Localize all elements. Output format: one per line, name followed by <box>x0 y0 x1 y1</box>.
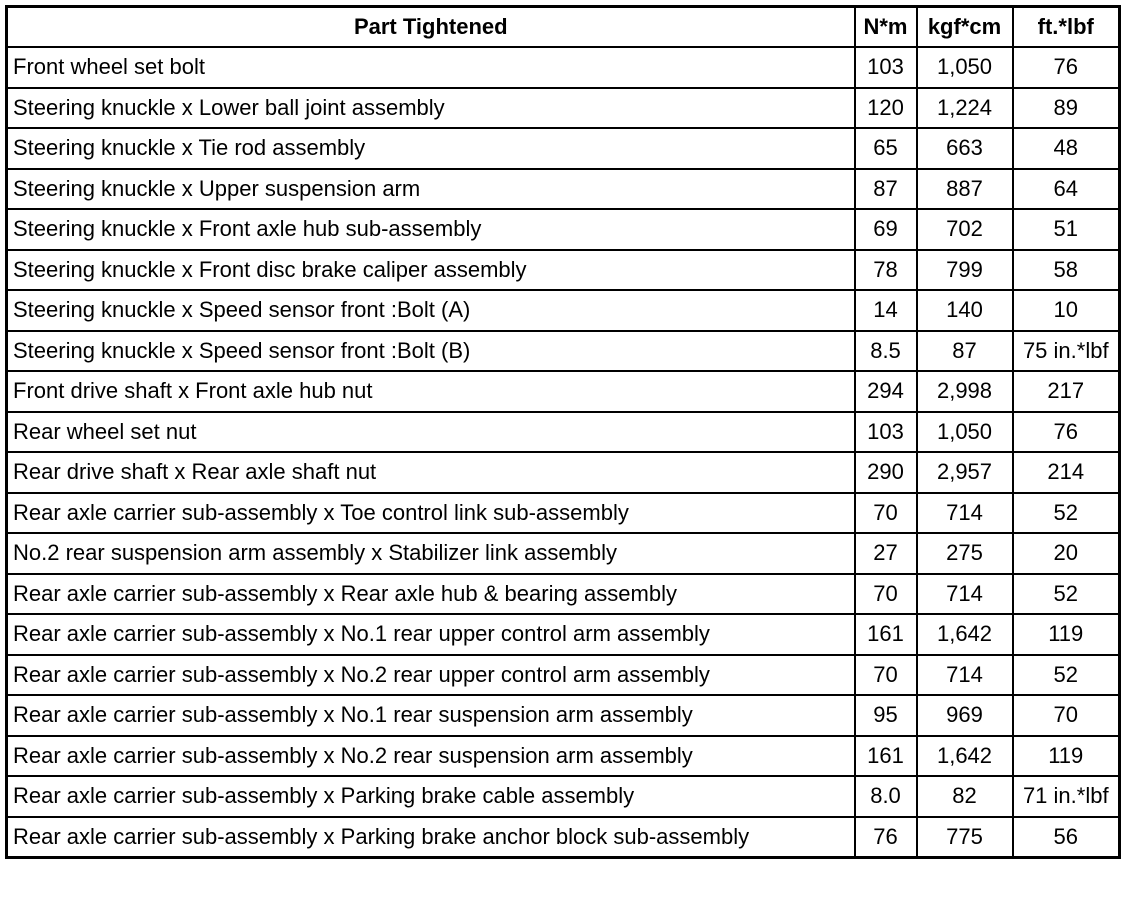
nm-cell: 103 <box>855 412 917 453</box>
ft-lbf-cell: 56 <box>1013 817 1120 858</box>
nm-cell: 87 <box>855 169 917 210</box>
ft-lbf-cell: 217 <box>1013 371 1120 412</box>
ft-lbf-cell: 119 <box>1013 736 1120 777</box>
nm-cell: 294 <box>855 371 917 412</box>
header-row <box>7 7 1120 48</box>
kgf-cm-cell: 714 <box>917 655 1013 696</box>
nm-cell: 8.0 <box>855 776 917 817</box>
kgf-cm-cell: 702 <box>917 209 1013 250</box>
table-row <box>7 695 1120 736</box>
part-cell: Steering knuckle x Tie rod assembly <box>7 128 855 169</box>
part-cell: Rear drive shaft x Rear axle shaft nut <box>7 452 855 493</box>
nm-cell: 69 <box>855 209 917 250</box>
table-row <box>7 574 1120 615</box>
ft-lbf-cell: 52 <box>1013 655 1120 696</box>
ft-lbf-cell: 76 <box>1013 412 1120 453</box>
header-kgf-cm: kgf*cm <box>917 7 1013 48</box>
table-row <box>7 290 1120 331</box>
table-row <box>7 209 1120 250</box>
part-cell: Steering knuckle x Upper suspension arm <box>7 169 855 210</box>
kgf-cm-cell: 140 <box>917 290 1013 331</box>
header-part-tightened: Part Tightened <box>7 7 855 48</box>
ft-lbf-cell: 64 <box>1013 169 1120 210</box>
part-cell: Rear axle carrier sub-assembly x Parking brake anchor block sub-assembly <box>7 817 855 858</box>
table-row <box>7 128 1120 169</box>
kgf-cm-cell: 2,998 <box>917 371 1013 412</box>
kgf-cm-cell: 714 <box>917 574 1013 615</box>
nm-cell: 70 <box>855 655 917 696</box>
part-cell: Steering knuckle x Speed sensor front :Bolt (A) <box>7 290 855 331</box>
kgf-cm-cell: 799 <box>917 250 1013 291</box>
part-cell: Steering knuckle x Front axle hub sub-assembly <box>7 209 855 250</box>
ft-lbf-cell: 52 <box>1013 574 1120 615</box>
table-row <box>7 776 1120 817</box>
part-cell: Rear wheel set nut <box>7 412 855 453</box>
part-cell: Front wheel set bolt <box>7 47 855 88</box>
ft-lbf-cell: 51 <box>1013 209 1120 250</box>
part-cell: Steering knuckle x Front disc brake caliper assembly <box>7 250 855 291</box>
table-row <box>7 817 1120 858</box>
nm-cell: 76 <box>855 817 917 858</box>
nm-cell: 78 <box>855 250 917 291</box>
torque-spec-table <box>5 5 1121 859</box>
header-nm: N*m <box>855 7 917 48</box>
nm-cell: 95 <box>855 695 917 736</box>
nm-cell: 70 <box>855 574 917 615</box>
table-row <box>7 493 1120 534</box>
table-row <box>7 88 1120 129</box>
table-row <box>7 655 1120 696</box>
kgf-cm-cell: 887 <box>917 169 1013 210</box>
part-cell: Rear axle carrier sub-assembly x No.1 rear upper control arm assembly <box>7 614 855 655</box>
nm-cell: 14 <box>855 290 917 331</box>
ft-lbf-cell: 76 <box>1013 47 1120 88</box>
kgf-cm-cell: 1,224 <box>917 88 1013 129</box>
part-cell: Rear axle carrier sub-assembly x No.2 rear suspension arm assembly <box>7 736 855 777</box>
nm-cell: 161 <box>855 614 917 655</box>
nm-cell: 161 <box>855 736 917 777</box>
part-cell: No.2 rear suspension arm assembly x Stabilizer link assembly <box>7 533 855 574</box>
kgf-cm-cell: 969 <box>917 695 1013 736</box>
ft-lbf-cell: 71 in.*lbf <box>1013 776 1120 817</box>
table-row <box>7 452 1120 493</box>
table-row <box>7 169 1120 210</box>
part-cell: Front drive shaft x Front axle hub nut <box>7 371 855 412</box>
ft-lbf-cell: 75 in.*lbf <box>1013 331 1120 372</box>
kgf-cm-cell: 1,050 <box>917 412 1013 453</box>
ft-lbf-cell: 10 <box>1013 290 1120 331</box>
part-cell: Steering knuckle x Speed sensor front :Bolt (B) <box>7 331 855 372</box>
kgf-cm-cell: 663 <box>917 128 1013 169</box>
ft-lbf-cell: 20 <box>1013 533 1120 574</box>
kgf-cm-cell: 1,050 <box>917 47 1013 88</box>
ft-lbf-cell: 70 <box>1013 695 1120 736</box>
header-ft-lbf: ft.*lbf <box>1013 7 1120 48</box>
part-cell: Rear axle carrier sub-assembly x No.2 rear upper control arm assembly <box>7 655 855 696</box>
table-row <box>7 371 1120 412</box>
table-row <box>7 47 1120 88</box>
part-cell: Rear axle carrier sub-assembly x Parking brake cable assembly <box>7 776 855 817</box>
nm-cell: 8.5 <box>855 331 917 372</box>
kgf-cm-cell: 2,957 <box>917 452 1013 493</box>
kgf-cm-cell: 275 <box>917 533 1013 574</box>
nm-cell: 120 <box>855 88 917 129</box>
part-cell: Rear axle carrier sub-assembly x Toe control link sub-assembly <box>7 493 855 534</box>
nm-cell: 290 <box>855 452 917 493</box>
ft-lbf-cell: 48 <box>1013 128 1120 169</box>
kgf-cm-cell: 1,642 <box>917 736 1013 777</box>
ft-lbf-cell: 119 <box>1013 614 1120 655</box>
table-row <box>7 736 1120 777</box>
kgf-cm-cell: 87 <box>917 331 1013 372</box>
table-row <box>7 614 1120 655</box>
table-row <box>7 412 1120 453</box>
part-cell: Rear axle carrier sub-assembly x Rear axle hub & bearing assembly <box>7 574 855 615</box>
nm-cell: 27 <box>855 533 917 574</box>
ft-lbf-cell: 214 <box>1013 452 1120 493</box>
kgf-cm-cell: 1,642 <box>917 614 1013 655</box>
nm-cell: 70 <box>855 493 917 534</box>
kgf-cm-cell: 82 <box>917 776 1013 817</box>
ft-lbf-cell: 52 <box>1013 493 1120 534</box>
ft-lbf-cell: 58 <box>1013 250 1120 291</box>
nm-cell: 65 <box>855 128 917 169</box>
ft-lbf-cell: 89 <box>1013 88 1120 129</box>
kgf-cm-cell: 714 <box>917 493 1013 534</box>
part-cell: Steering knuckle x Lower ball joint assembly <box>7 88 855 129</box>
part-cell: Rear axle carrier sub-assembly x No.1 rear suspension arm assembly <box>7 695 855 736</box>
table-row <box>7 250 1120 291</box>
table-row <box>7 533 1120 574</box>
table-row <box>7 331 1120 372</box>
nm-cell: 103 <box>855 47 917 88</box>
kgf-cm-cell: 775 <box>917 817 1013 858</box>
torque-spec-table-container <box>5 5 1121 859</box>
